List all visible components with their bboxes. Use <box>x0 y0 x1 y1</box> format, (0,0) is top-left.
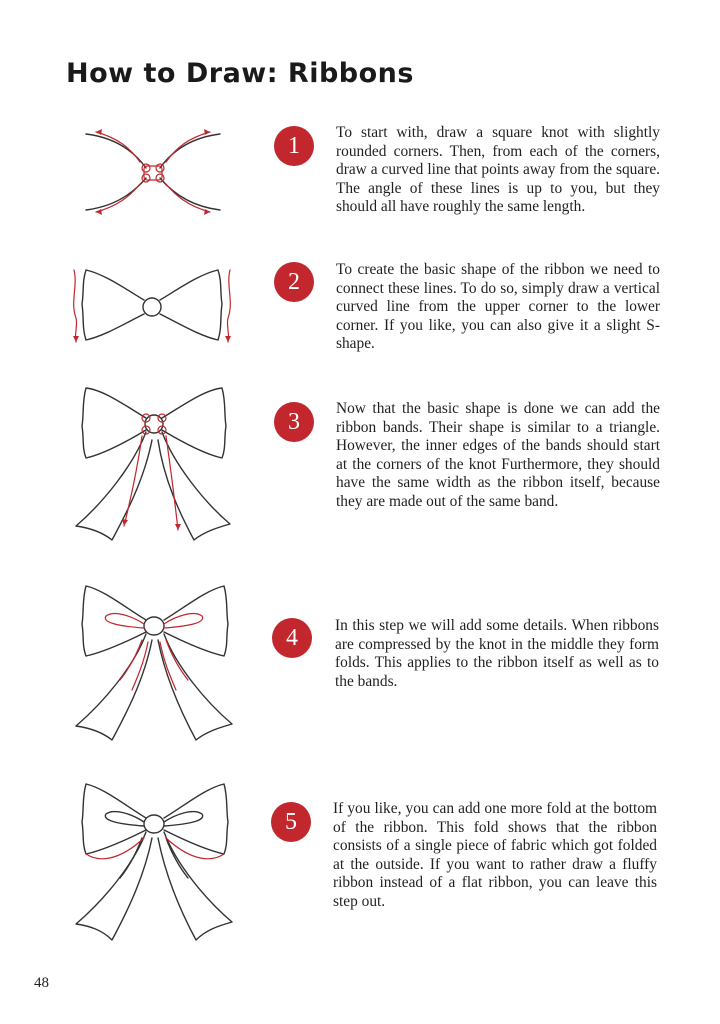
step-number-badge: 3 <box>274 402 314 442</box>
step-number-badge: 4 <box>272 618 312 658</box>
step-3-text: Now that the basic shape is done we can add the ribbon bands. Their shape is similar to a triangle. However, the inner edges of the bands should start at the corners of the knot Furthermore, they should have the same width as the ribbon itself, because they are made out of the same band. <box>336 400 660 510</box>
step-number-badge: 5 <box>271 802 311 842</box>
ribbon-step-3-illustration <box>68 384 238 548</box>
step-number-badge: 1 <box>274 126 314 166</box>
step-2-text: To create the basic shape of the ribbon we need to connect these lines. To do so, simply draw a vertical curved line from the upper corner to the lower corner. If you like, you can also give it a slight S-shape. <box>336 261 660 353</box>
step-1-text: To start with, draw a square knot with slightly rounded corners. Then, from each of the corners, draw a curved line that points away from the square. The angle of these lines is up to you, but they should all have roughly the same length. <box>336 124 660 216</box>
ribbon-step-1-illustration <box>78 124 228 218</box>
ribbon-step-2-illustration <box>64 262 240 350</box>
step-number-badge: 2 <box>274 262 314 302</box>
step-4-text: In this step we will add some details. When ribbons are compressed by the knot in the middle they form folds. This applies to the ribbon itself as well as to the bands. <box>335 617 659 690</box>
page-title: How to Draw: Ribbons <box>66 58 414 89</box>
step-5-text: If you like, you can add one more fold at the bottom of the ribbon. This fold shows that the ribbon consists of a single piece of fabric which got folded at the outside. If you want to rather draw a fluffy ribbon instead of a flat ribbon, you can leave this step out. <box>333 800 657 910</box>
ribbon-step-4-illustration <box>68 580 238 746</box>
ribbon-step-5-illustration <box>68 778 238 946</box>
page-number: 48 <box>34 975 49 991</box>
